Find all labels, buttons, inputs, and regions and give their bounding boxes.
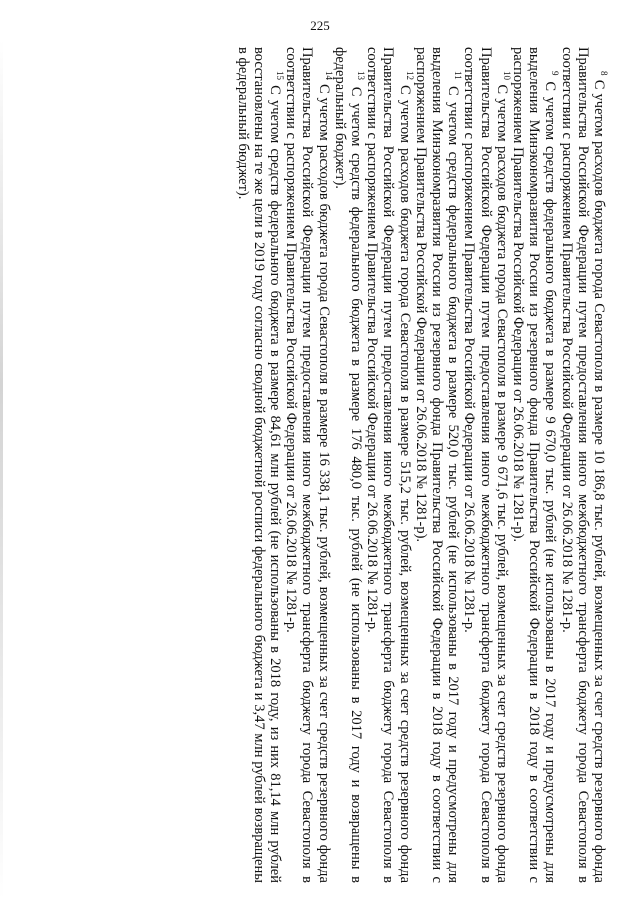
scan-edge-shadow [0,40,3,900]
footnote-marker: 8 [598,71,609,76]
footnote-text: С учетом средств федерального бюджета в размере 84,61 млн рублей (не использованы в 2018 году, из них 81,14 млн рублей восстановлены на те же цели в 2019 году согласно сводной бюджетной росписи федерального бюджета и 3,47 млн рублей возвращены в федеральный бюджет). [234,47,283,884]
footnote-text: С учетом расходов бюджета города Севастополя в размере 10 186,8 тыс. рублей, возмещенных за счет средств резервного фонда Правительства Российской Федерации путем предоставления иного межбюджетного трансферта бюджету города Севастополя в соответствии с распоряжением Правительства Российской Федерации от 26.06.2018 № 1281-р. [558,47,607,883]
footnote-14 [283,47,332,883]
footnote-15 [234,47,283,883]
footnote-marker: 15 [274,71,285,80]
footnote-text: С учетом средств федерального бюджета в размере 520,0 тыс. рублей (не использованы в 2017 году и предусмотрены для выделения Минэкономразвития России из резервного фонда Правительства Российской Федерации в 2018 году в соответствии с распоряжением Правительства Российской Федерации от 26.06.2018 № 1281-р). [412,47,462,883]
footnote-12 [364,47,413,883]
footnote-marker: 13 [355,71,366,80]
footnote-text: С учетом средств федерального бюджета в размере 176 480,0 тыс. рублей (не использованы в 2017 году и возвращены в федеральный бюджет). [331,47,364,884]
footnote-text: С учетом расходов бюджета города Севастополя в размере 515,2 тыс. рублей, возмещенных за счет средств резервного фонда Правительства Российской Федерации путем предоставления иного межбюджетного трансферта бюджету города Севастополя в соответствии с распоряжением Правительства Российской Федерации от 26.06.2018 № 1281-р. [364,47,413,883]
footnote-marker: 11 [453,71,463,80]
footnote-marker: 9 [550,71,561,76]
footnote-marker: 10 [501,71,512,80]
footnote-text: С учетом расходов бюджета города Севастополя в размере 9 671,6 тыс. рублей, возмещенных за счет средств резервного фонда Правительства Российской Федерации путем предоставления иного межбюджетного трансферта бюджету города Севастополя в соответствии с распоряжением Правительства Российской Федерации от 26.06.2018 № 1281-р. [461,47,510,883]
footnote-11 [413,47,462,883]
footnote-13 [332,47,364,883]
footnote-8 [558,47,607,883]
rotated-text-block [67,47,607,883]
page-number: 225 [310,18,330,33]
footnote-10 [461,47,510,883]
footnotes-list [234,47,607,883]
footnote-text: С учетом расходов бюджета города Севастополя в размере 16 338,1 тыс. рублей, возмещенных за счет средств резервного фонда Правительства Российской Федерации путем предоставления иного межбюджетного трансферта бюджету города Севастополя в соответствии с распоряжением Правительства Российской Федерации от 26.06.2018 № 1281-р. [283,47,332,883]
footnote-marker: 12 [404,71,415,80]
footnote-marker: 14 [323,71,334,80]
footnote-9 [510,47,559,883]
footnote-text: С учетом средств федерального бюджета в размере 9 670,0 тыс. рублей (не использованы в 2017 году и предусмотрены для выделения Минэкономразвития России из резервного фонда Правительства Российской Федерации в 2018 году в соответствии с распоряжением Правительства Российской Федерации от 26.06.2018 № 1281-р). [509,47,559,884]
